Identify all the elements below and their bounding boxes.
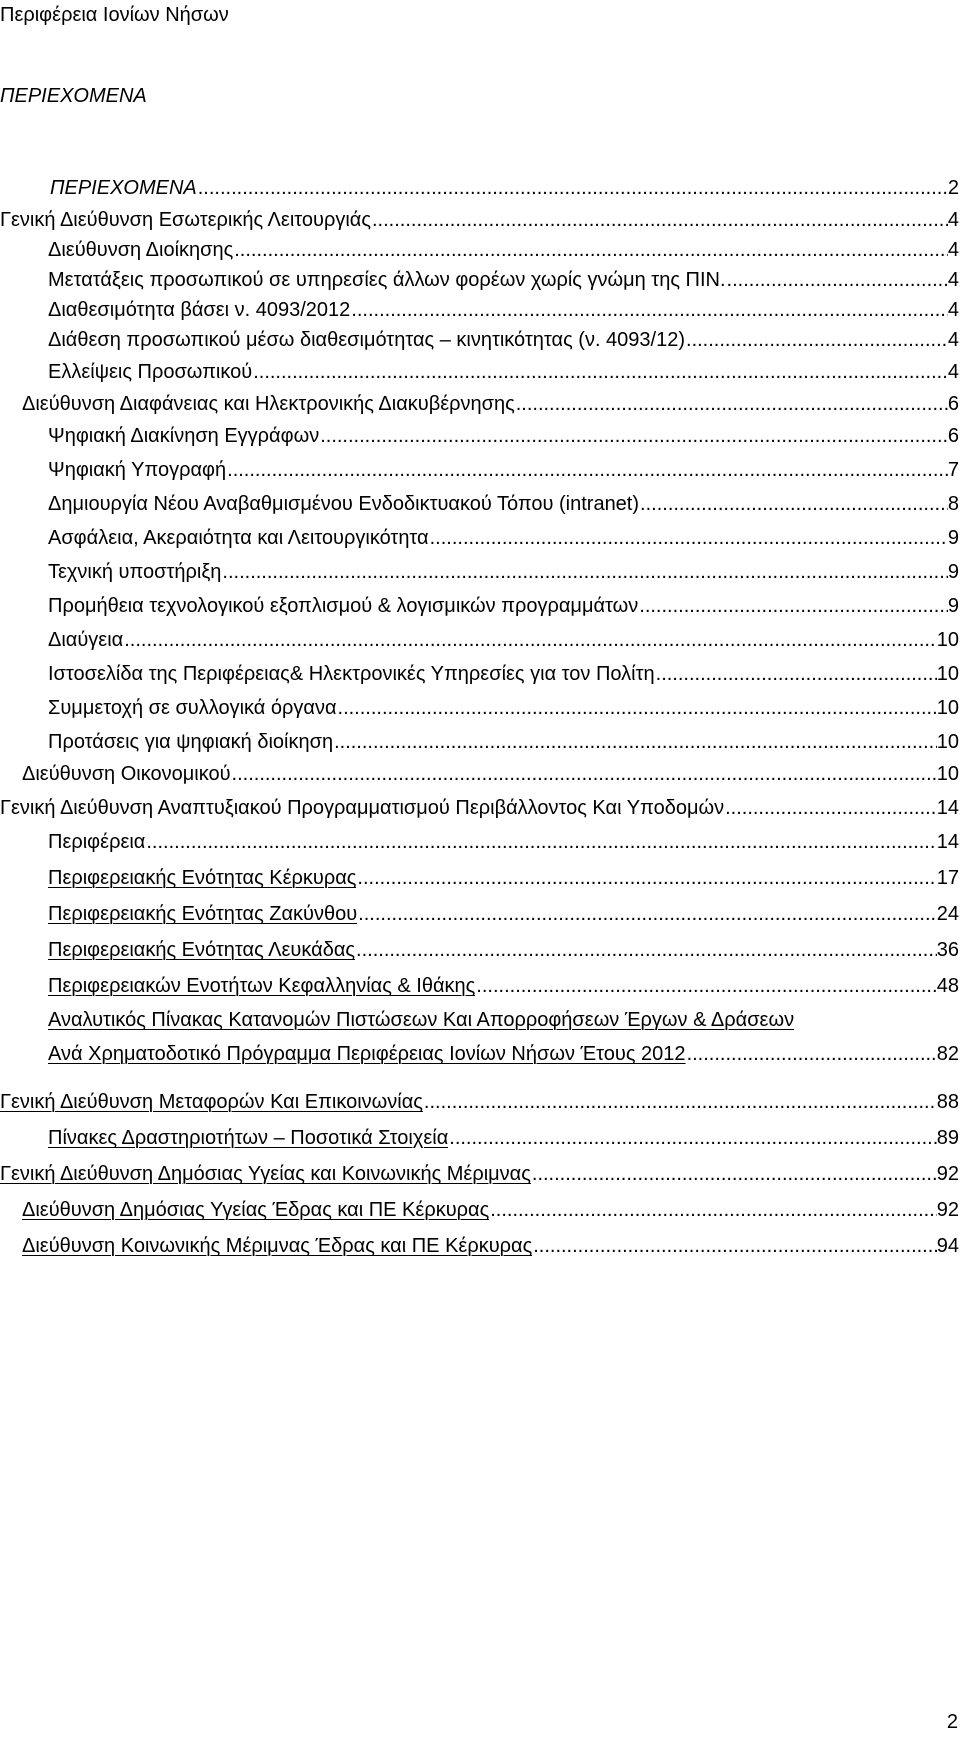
toc-entry-directorate-public-health[interactable]: [22, 1192, 959, 1222]
toc-entry-unit-zakynthos[interactable]: [48, 896, 959, 926]
dot-leader: [475, 974, 936, 998]
dot-leader: [429, 526, 948, 550]
toc-entry-diavgeia[interactable]: [48, 622, 959, 652]
toc-entry-intranet[interactable]: [48, 486, 959, 516]
toc-entry-page: 10: [936, 731, 959, 753]
toc-heading: ΠΕΡΙΕΧΟΜΕΝΑ: [0, 85, 147, 107]
dot-leader: [448, 1126, 936, 1150]
toc-entry-page: 6: [947, 425, 959, 447]
toc-entry-collective-bodies[interactable]: [48, 690, 959, 720]
toc-entry-page: 2: [947, 177, 959, 199]
dot-leader: [221, 560, 947, 584]
toc-entry-label: Πίνακες Δραστηριοτήτων – Ποσοτικά Στοιχεία: [48, 1127, 449, 1149]
toc-entry-label: Ασφάλεια, Ακεραιότητα και Λειτουργικότητα: [48, 527, 429, 549]
toc-entry-page: 6: [947, 393, 959, 415]
dot-leader: [350, 298, 948, 322]
dot-leader: [724, 796, 937, 820]
toc-entry-page: 4: [947, 361, 959, 383]
dot-leader: [357, 902, 937, 926]
toc-entry-page: 89: [936, 1127, 959, 1149]
dot-leader: [639, 492, 948, 516]
toc-entry-staff-shortages[interactable]: [48, 354, 959, 384]
toc-entry-label: Διεύθυνση Κοινωνικής Μέριμνας Έδρας και ΠΕ Κέρκυρας: [22, 1235, 533, 1257]
toc-entry-directorate-social-welfare[interactable]: [22, 1228, 959, 1258]
dot-leader: [685, 328, 948, 352]
dot-leader: [726, 268, 948, 292]
toc-entry-label: Ιστοσελίδα της Περιφέρειας& Ηλεκτρονικές Υπηρεσίες για τον Πολίτη: [48, 663, 655, 685]
toc-entry-label: Γενική Διεύθυνση Εσωτερικής Λειτουργιάς: [0, 209, 371, 231]
dot-leader: [337, 696, 937, 720]
dot-leader: [531, 1162, 937, 1186]
toc-entry-page: 4: [947, 299, 959, 321]
dot-leader: [233, 238, 948, 262]
toc-entry-general-directorate-development[interactable]: [0, 790, 959, 820]
dot-leader: [638, 594, 948, 618]
toc-entry-page: 17: [936, 867, 959, 889]
dot-leader: [489, 1198, 937, 1222]
page-number: 2: [946, 1711, 958, 1733]
toc-entry-technical-support[interactable]: [48, 554, 959, 584]
dot-leader: [319, 424, 948, 448]
toc-entry-equipment-procurement[interactable]: [48, 588, 959, 618]
toc-entry-label: Μετατάξεις προσωπικού σε υπηρεσίες άλλων φορέων χωρίς γνώμη της ΠΙΝ.: [48, 269, 726, 291]
toc-entry-staff-mobility[interactable]: [48, 322, 959, 352]
toc-entry-label: Περιφερειακής Ενότητας Κέρκυρας: [48, 867, 357, 889]
dot-leader: [333, 730, 937, 754]
toc-entry-directorate-financial[interactable]: [22, 756, 959, 786]
toc-entry-general-directorate-transport[interactable]: [0, 1084, 959, 1114]
toc-entry-security[interactable]: [48, 520, 959, 550]
toc-entry-label: Γενική Διεύθυνση Μεταφορών Και Επικοινωνίας: [0, 1091, 423, 1113]
toc-entry-label: Γενική Διεύθυνση Αναπτυξιακού Προγραμματισμού Περιβάλλοντος Και Υποδομών: [0, 797, 725, 819]
toc-entry-page: 9: [947, 527, 959, 549]
toc-entry-staff-transfers[interactable]: [48, 262, 959, 292]
toc-entry-label: Ελλείψεις Προσωπικού: [48, 361, 253, 383]
toc-entry-website-services[interactable]: [48, 656, 959, 686]
toc-entry-digital-administration-proposals[interactable]: [48, 724, 959, 754]
toc-entry-label: Περιφερειακών Ενοτήτων Κεφαλληνίας & Ιθάκης: [48, 975, 476, 997]
toc-entry-directorate-administration[interactable]: [48, 232, 959, 262]
toc-entry-page: 9: [947, 561, 959, 583]
toc-entry-activity-tables[interactable]: [48, 1120, 959, 1150]
toc-entry-label: Τεχνική υποστήριξη: [48, 561, 222, 583]
toc-entry-page: 4: [947, 269, 959, 291]
toc-entry-page: 94: [936, 1235, 959, 1257]
toc-entry-label: Διαύγεια: [48, 629, 124, 651]
toc-entry-page: 10: [936, 697, 959, 719]
toc-entry-label: Συμμετοχή σε συλλογικά όργανα: [48, 697, 337, 719]
dot-leader: [231, 762, 937, 786]
toc-entry-label: Διάθεση προσωπικού μέσω διαθεσιμότητας – κινητικότητας (ν. 4093/12): [48, 329, 686, 351]
toc-entry-digital-documents[interactable]: [48, 418, 959, 448]
toc-entry-funding-table[interactable]: [48, 1008, 959, 1066]
toc-entry-units-kefalonia-ithaca[interactable]: [48, 968, 959, 998]
dot-leader: [145, 830, 936, 854]
toc-entry-label: Δημιουργία Νέου Αναβαθμισμένου Ενδοδικτυακού Τόπου (intranet): [48, 493, 640, 515]
toc-entry-page: 10: [936, 763, 959, 785]
toc-entry-page: 4: [947, 329, 959, 351]
dot-leader: [655, 662, 937, 686]
toc-entry-label-line2: Ανά Χρηματοδοτικό Πρόγραμμα Περιφέρειας Ιονίων Νήσων Έτους 2012: [48, 1043, 686, 1065]
document-header: Περιφέρεια Ιονίων Νήσων: [0, 4, 229, 26]
toc-entry-label: Διαθεσιμότητα βάσει ν. 4093/2012: [48, 299, 351, 321]
toc-entry-page: 4: [947, 209, 959, 231]
dot-leader: [355, 938, 937, 962]
toc-entry-page: 14: [936, 797, 959, 819]
dot-leader: [356, 866, 936, 890]
toc-entry-general-directorate-health[interactable]: [0, 1156, 959, 1186]
toc-entry-page: 10: [936, 663, 959, 685]
toc-entry-page: 36: [936, 939, 959, 961]
toc-entry-label: Ψηφιακή Υπογραφή: [48, 459, 227, 481]
toc-entry-page: 92: [936, 1163, 959, 1185]
toc-entry-label: Γενική Διεύθυνση Δημόσιας Υγείας και Κοινωνικής Μέριμνας: [0, 1163, 531, 1185]
toc-entry-label: Προμήθεια τεχνολογικού εξοπλισμού & λογισμικών προγραμμάτων: [48, 595, 639, 617]
toc-entry-label: Περιφερειακής Ενότητας Λευκάδας: [48, 939, 356, 961]
dot-leader: [252, 360, 948, 384]
dot-leader: [371, 208, 948, 232]
dot-leader: [423, 1090, 937, 1114]
toc-entry-page: 4: [947, 239, 959, 261]
toc-entry-unit-lefkada[interactable]: [48, 932, 959, 962]
dot-leader: [515, 392, 948, 416]
toc-entry-contents[interactable]: [48, 170, 959, 200]
toc-entry-page: 48: [936, 975, 959, 997]
toc-entry-page: 14: [936, 831, 959, 853]
toc-entry-label-line1: Αναλυτικός Πίνακας Κατανομών Πιστώσεων Και Απορροφήσεων Έργων & Δράσεων: [48, 1009, 795, 1031]
toc-entry-page: 92: [936, 1199, 959, 1221]
toc-entry-label: ΠΕΡΙΕΧΟΜΕΝΑ: [50, 177, 197, 199]
toc-entry-page: 8: [947, 493, 959, 515]
toc-entry-label: Διεύθυνση Διοίκησης: [48, 239, 234, 261]
dot-leader: [197, 176, 948, 200]
toc-entry-general-directorate-internal[interactable]: [0, 202, 959, 232]
dot-leader: [686, 1042, 937, 1066]
toc-entry-page: 88: [936, 1091, 959, 1113]
toc-entry-page: 10: [936, 629, 959, 651]
dot-leader: [226, 458, 948, 482]
dot-leader: [123, 628, 937, 652]
toc-entry-page: 24: [936, 903, 959, 925]
toc-entry-directorate-transparency[interactable]: [22, 386, 959, 416]
toc-entry-page: 7: [947, 459, 959, 481]
toc-entry-label: Ψηφιακή Διακίνηση Εγγράφων: [48, 425, 320, 447]
toc-entry-region[interactable]: [48, 824, 959, 854]
toc-entry-page: 82: [936, 1043, 959, 1065]
toc-entry-label: Διεύθυνση Διαφάνειας και Ηλεκτρονικής Διακυβέρνησης: [22, 393, 515, 415]
dot-leader: [532, 1234, 937, 1258]
toc-entry-label: Προτάσεις για ψηφιακή διοίκηση: [48, 731, 334, 753]
toc-entry-label: Διεύθυνση Οικονομικού: [22, 763, 231, 785]
toc-entry-page: 9: [947, 595, 959, 617]
toc-entry-availability-law[interactable]: [48, 292, 959, 322]
toc-entry-label: Διεύθυνση Δημόσιας Υγείας Έδρας και ΠΕ Κέρκυρας: [22, 1199, 490, 1221]
toc-entry-unit-corfu[interactable]: [48, 860, 959, 890]
toc-entry-digital-signature[interactable]: [48, 452, 959, 482]
toc-entry-label: Περιφέρεια: [48, 831, 146, 853]
toc-entry-label: Περιφερειακής Ενότητας Ζακύνθου: [48, 903, 358, 925]
